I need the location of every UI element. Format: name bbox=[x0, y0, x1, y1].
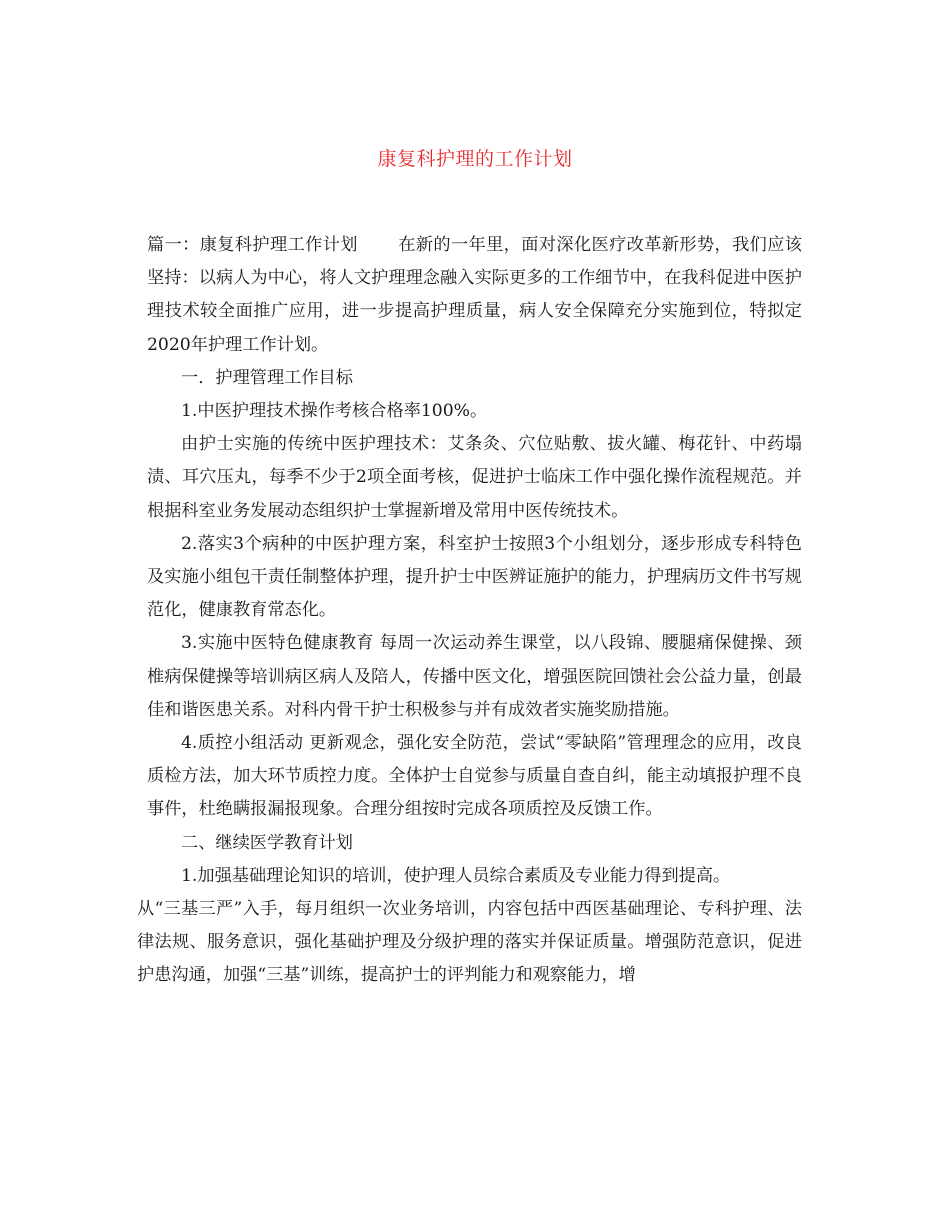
paragraph-text: 在新的一年里，面对深化医疗改革新形势，我们应该坚持：以病人为中心，将人文护理理念融入实际更多的工作细节中，在我科促进中医护理技术较全面推广应用，进一步提高护理质量，病人安全保障充分实施到位，特拟定2020年护理工作计划。 bbox=[147, 235, 802, 355]
paragraph-item-4: 4.质控小组活动 更新观念，强化安全防范，尝试“零缺陷”管理理念的应用，改良质检方法，加大环节质控力度。全体护士自觉参与质量自查自纠，能主动填报护理不良事件，杜绝瞒报漏报现象。合理分组按时完成各项质控及反馈工作。 bbox=[147, 733, 802, 820]
paragraph-item-2: 2.落实3个病种的中医护理方案，科室护士按照3个小组划分，逐步形成专科特色及实施小组包干责任制整体护理，提升护士中医辨证施护的能力，护理病历文件书写规范化，健康教育常态化。 bbox=[147, 533, 802, 621]
paragraph-intro bbox=[147, 229, 802, 362]
section-heading-2: 二、继续医学教育计划 bbox=[181, 832, 353, 853]
paragraph-education-1: 1.加强基础理论知识的培训，使护理人员综合素质及专业能力得到提高。 bbox=[181, 865, 731, 886]
paragraph-techniques: 由护士实施的传统中医护理技术：艾条灸、穴位贴敷、拔火罐、梅花针、中药塌渍、耳穴压丸，每季不少于2项全面考核，促进护士临床工作中强化操作流程规范。并根据科室业务发展动态组织护士掌握新增及常用中医传统技术。 bbox=[147, 434, 802, 521]
paragraph-item-1: 1.中医护理技术操作考核合格率100%。 bbox=[181, 401, 488, 422]
paragraph-education-detail: 从“三基三严”入手，每月组织一次业务培训，内容包括中西医基础理论、专科护理、法律法规、服务意识，强化基础护理及分级护理的落实并保证质量。增强防范意识，促进护患沟通，加强“三基”训练，提高护士的评判能力和观察能力，增 bbox=[137, 899, 802, 986]
paragraph-lead: 篇一：康复科护理工作计划 bbox=[147, 235, 358, 255]
document-body bbox=[137, 229, 802, 993]
document-title: 康复科护理的工作计划 bbox=[377, 148, 573, 170]
paragraph-item-3: 3.实施中医特色健康教育 每周一次运动养生课堂，以八段锦、腰腿痛保健操、颈椎病保健操等培训病区病人及陪人，传播中医文化，增强医院回馈社会公益力量，创最佳和谐医患关系。对科内骨干护士积极参与并有成效者实施奖励措施。 bbox=[147, 633, 802, 720]
section-heading-1: 一．护理管理工作目标 bbox=[181, 367, 353, 388]
